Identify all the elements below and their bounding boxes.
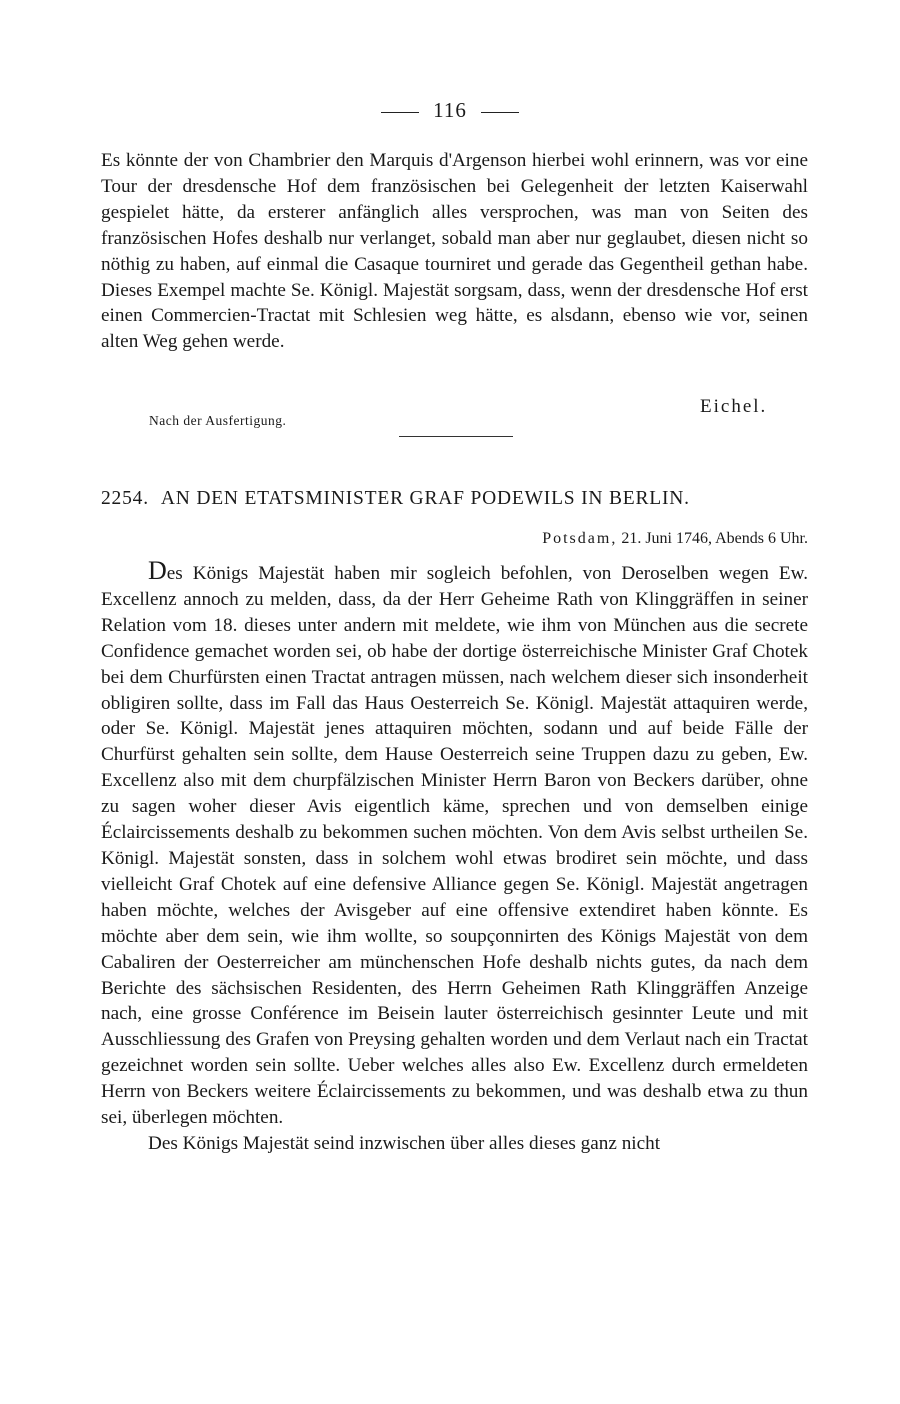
body-paragraph: Des Königs Majestät haben mir sogleich befohlen, von Deroselben wegen Ew. Excellenz annoch zu melden, dass, da der Herr Geheime Rath von Klinggräffen in seiner Relation vom 18. dieses unter andern mit meldete, wie ihm von München aus die secrete Confidence gemachet worden sei, ob habe der dortige österreichische Minister Graf Chotek bei dem Churfürsten einen Tractat antragen müssen, nach welchem dieser sich insonderheit obligiren sollte, dass im Fall das Haus Oesterreich Se. Königl. Majestät attaquiren werde, oder Se. Königl. Majestät jenes attaquiren möchten, sodann und auf beide Fälle der Churfürst gehalten sein sollte, dem Hause Oesterreich seine Truppen dazu zu geben, Ew. Excellenz also mit dem churpfälzischen Minister Herrn Baron von Beckers darüber, ohne zu sagen woher dieser Avis eigentlich käme, sprechen und von demselben einige Éclaircissements deshalb zu bekommen suchen möchten. Von dem Avis selbst urtheilen Se. Königl. Majestät sonsten, dass in solchem wohl etwas brodiret sein möchte, und dass vielleicht Graf Chotek auf eine defensive Alliance gegen Se. Königl. Majestät angetragen haben möchte, welches der Avisgeber auf eine offensive extendiret haben könnte. Es möchte aber dem sein, wie ihm wollte, so soupçonnirten des Königs Majestät von dem Cabaliren der Oesterreicher am münchenschen Hofe deshalb nichts gutes, da nach dem Berichte des sächsischen Residenten, des Herrn Geheimen Rath Klinggräffen Anzeige nach, eine grosse Conférence im Beisein lauter österreichisch gesinnter Leute und mit Ausschliessung des Grafen von Preysing gehalten worden und dem Verlaut nach ein Tractat gezeichnet worden sein sollte. Ueber welches alles also Ew. Excellenz durch ermeldeten Herrn von Beckers weitere Éclaircissements zu bekommen, und was deshalb etwa zu thun sei, überlegen möchten. [101, 556, 808, 1129]
document-heading [101, 488, 808, 510]
document-number: 2254. [101, 488, 149, 509]
dateline [432, 530, 808, 548]
page-header [0, 98, 900, 123]
signature: Eichel. [700, 396, 768, 417]
section-separator [399, 436, 513, 437]
previous-letter-text [101, 148, 808, 355]
source-note: Nach der Ausfertigung. [149, 413, 287, 428]
header-dash-right [481, 112, 519, 113]
dateline-place: Potsdam, [542, 530, 618, 547]
header-dash-left [381, 112, 419, 113]
page-number: 116 [433, 98, 467, 122]
document-title: AN DEN ETATSMINISTER GRAF PODEWILS IN BERLIN. [160, 488, 690, 509]
body-paragraph: Des Königs Majestät seind inzwischen über alles dieses ganz nicht [148, 1132, 661, 1154]
letter-body [101, 558, 808, 1157]
previous-letter-paragraph: Es könnte der von Chambrier den Marquis d'Argenson hierbei wohl erinnern, was vor eine Tour der dresdensche Hof dem französischen bei Gelegenheit der letzten Kaiserwahl gespielet hätte, da ersterer anfänglich alles versprochen, was man von Seiten des französischen Hofes deshalb nur verlanget, sobald man aber nur geglaubet, diesen nicht so nöthig zu haben, auf einmal die Casaque tourniret und gerade das Gegentheil gethan habe. Dieses Exempel machte Se. Königl. Majestät sorgsam, dass, wenn der dresdensche Hof erst einen Commercien-Tractat mit Schlesien weg hätte, es alsdann, ebenso wie vor, seinen alten Weg gehen werde. [101, 150, 808, 353]
dateline-date: 21. Juni 1746, Abends 6 Uhr. [621, 530, 808, 547]
